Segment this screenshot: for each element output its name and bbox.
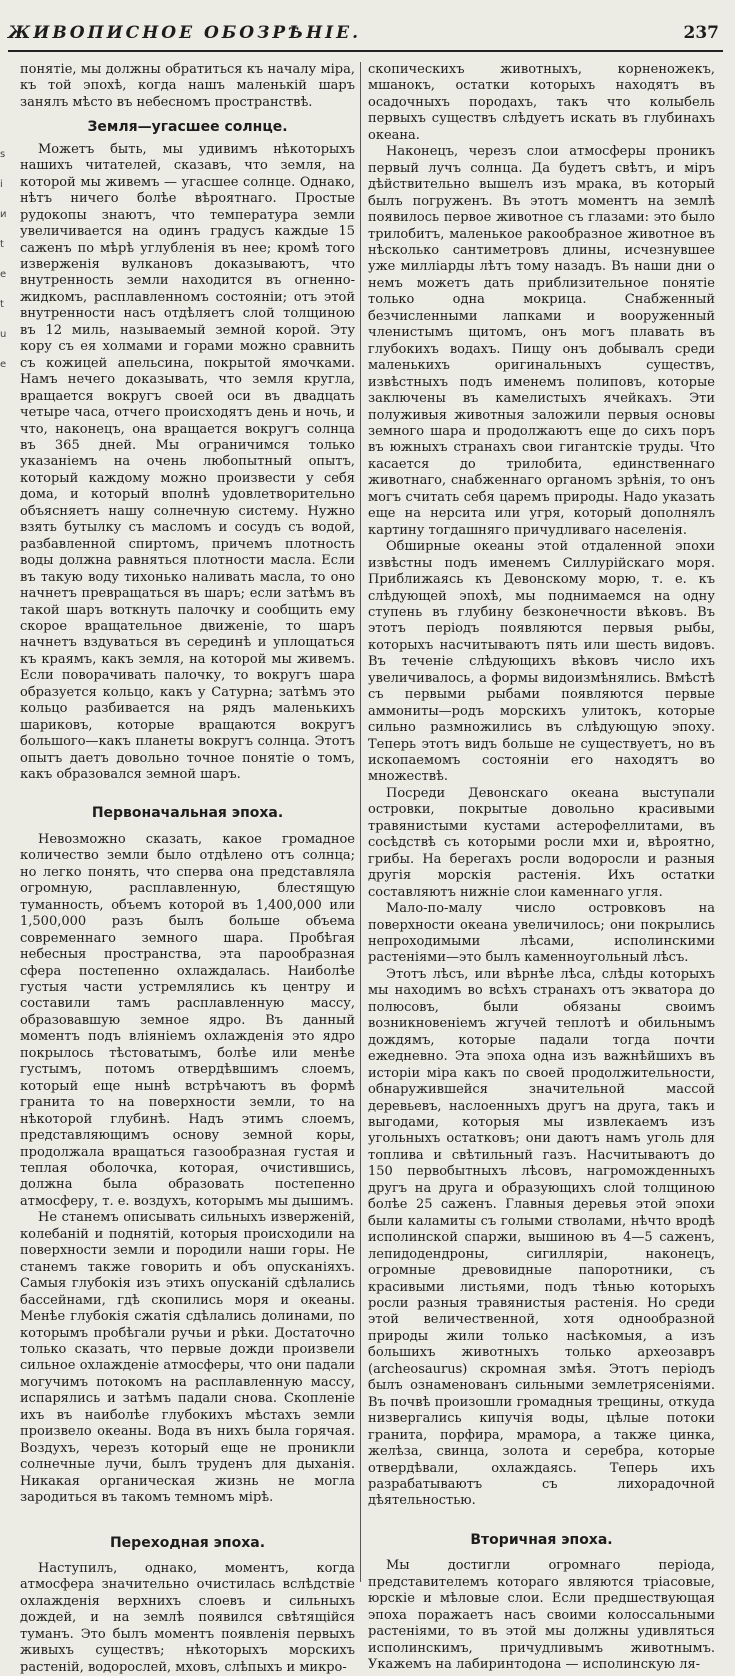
- paragraph: Невозможно сказать, какое громадное количество земли было отдѣлено отъ солнца; но легко понять, что сперва она представляла огромную, расплавленную, блестящую туманность, объемъ которой въ 1,400,000 или 1,500,000 разъ былъ больше объема современнаго земного шара. Пробѣгая небесныя пространства, эта парообразная сфера постепенно охлаждалась. Наиболѣе густыя части устремлялись къ центру и составили тамъ расплавленную массу, образовавшую земное ядро. Въ данный моментъ подъ вліяніемъ охлажденія это ядро покрылось тѣстоватымъ, болѣе или менѣе густымъ, потомъ отвердѣвшимъ слоемъ, который еще нынѣ встрѣчаютъ въ формѣ гранита то на поверхности земли, то на нѣкоторой глубинѣ. Надъ этимъ слоемъ, представляющимъ основу земной коры, продолжала вращаться газообразная густая и теплая оболочка, которая, очистившись, должна была образовать постепенно атмосферу, т. е. воздухъ, которымъ мы дышимъ.: [20, 831, 355, 1209]
- paragraph: Можетъ быть, мы удивимъ нѣкоторыхъ нашихъ читателей, сказавъ, что земля, на которой мы живемъ — угасшее солнце. Однако, нѣтъ ничего болѣе вѣроятнаго. Простые рудокопы знаютъ, что температура земли увеличивается на одинъ градусъ каждые 15 саженъ по мѣрѣ углубленія въ нее; кромѣ того изверженія вулкановъ доказываютъ, что внутренность земли находится въ огненно-жидкомъ, расплавленномъ состояніи; отъ этой внутренности насъ отдѣляетъ слой толщиною въ 12 миль, называемый земной корой. Эту кору съ ея холмами и горами можно сравнить съ кожицей апельсина, покрытой ямочками. Намъ нечего доказывать, что земля кругла, вращается вокругъ своей оси въ двадцать четыре часа, отчего происходятъ день и ночь, и что, наконецъ, она вращается вокругъ солнца въ 365 дней. Мы ограничимся только указаніемъ на очень любопытный опытъ, который каждому можно произвести у себя дома, и который вполнѣ удовлетворительно объясняетъ нашу солнечную систему. Нужно взять бутылку съ масломъ и сосудъ съ водой, разбавленной спиртомъ, причемъ плотность воды должна равняться плотности масла. Если въ такую воду тихонько наливать масла, то оно начнетъ превращаться въ шаръ; если затѣмъ въ такой шаръ воткнуть палочку и сообщить ему скорое вращательное движеніе, то шаръ начнетъ вздуваться въ серединѣ и уплощаться къ краямъ, какъ земля, на которой мы живемъ. Если поворачивать палочку, то вокругъ шара образуется кольцо, какъ у Сатурна; затѣмъ это кольцо разбивается на рядъ маленькихъ шариковъ, которые вращаются вокругъ большого—какъ планеты вокругъ солнца. Этотъ опытъ даетъ довольно точное понятіе о томъ, какъ образовался земной шаръ.: [20, 141, 355, 783]
- paragraph: Мало-по-малу число островковъ на поверхности океана увеличилось; они покрылись непроходимыми лѣсами, исполинскими растеніями—это былъ каменноугольный лѣсъ.: [368, 901, 715, 966]
- paragraph: Наконецъ, черезъ слои атмосферы проникъ первый лучъ солнца. Да будетъ свѣтъ, и міръ дѣйствительно вышелъ изъ мрака, въ который былъ погруженъ. Въ этотъ моментъ на землѣ появилось первое животное съ глазами: это было трилобитъ, маленькое ракообразное животное въ нѣсколько сантиметровъ длины, исчезнувшее уже милліарды лѣтъ тому назадъ. Въ наши дни о немъ можетъ дать приблизительное понятіе только одна мокрица. Снабженный безчисленными лапками и вооруженный членистымъ щитомъ, онъ могъ плавать въ глубокихъ водахъ. Пищу онъ добывалъ среди маленькихъ оригинальныхъ существъ, извѣстныхъ подъ именемъ полиповъ, которые заключены въ камелистыхъ ячейкахъ. Эти полуживыя животныя заложили первыя основы земного шара и продолжаютъ еще до сихъ поръ въ южныхъ странахъ свои гигантскіе труды. Что касается до трилобита, единственнаго животнаго, снабженнаго органомъ зрѣнія, то онъ могъ считать себя царемъ природы. Надо указать еще на нерсита или угря, который дополнялъ картину тогдашняго причудливаго населенія.: [368, 144, 715, 538]
- right-column: [368, 62, 715, 1673]
- left-column: [20, 62, 355, 1675]
- margin-note: і: [0, 179, 3, 190]
- margin-note: u: [0, 329, 7, 340]
- margin-note: t: [0, 299, 4, 310]
- margin-note: t: [0, 239, 4, 250]
- paragraph: Обширные океаны этой отдаленной эпохи извѣстны подъ именемъ Силлурійскаго моря. Приближаясь къ Девонскому морю, т. е. къ слѣдующей эпохѣ, мы поднимаемся на одну ступень въ глубину безконечности вѣковъ. Въ этотъ періодъ появляются первыя рыбы, которыхъ насчитываютъ пять или шесть видовъ. Въ теченіе слѣдующихъ вѣковъ число ихъ увеличивалось, а формы видоизмѣнялись. Вмѣстѣ съ первыми рыбами появляются первые аммониты—родъ морскихъ улитокъ, которые сильно размножились въ слѣдующую эпоху. Теперь этотъ видъ больше не существуетъ, но въ ископаемомъ состояніи его находятъ во множествѣ.: [368, 539, 715, 785]
- page-number: 237: [683, 23, 719, 43]
- journal-title: ЖИВОПИСНОЕ ОБОЗРѢНІЕ.: [8, 23, 361, 43]
- margin-note: e: [0, 359, 7, 370]
- paragraph: Не станемъ описывать сильныхъ изверженій, колебаній и поднятій, которыя происходили на поверхности земли и породили наши горы. Не станемъ также говорить и объ опусканіяхъ. Самыя глубокія изъ этихъ опусканій сдѣлались бассейнами, гдѣ скопились моря и океаны. Менѣе глубокія сжатія сдѣлались долинами, по которымъ пробѣгали ручьи и рѣки. Достаточно только сказать, что первые дожди произвели сильное охлажденіе атмосферы, что они падали могучимъ потокомъ на расплавленную массу, испарялись и затѣмъ падали снова. Скопленіе ихъ въ наиболѣе глубокихъ мѣстахъ земли произвело океаны. Вода въ нихъ была горячая. Воздухъ, черезъ который еще не проникли солнечные лучи, былъ труденъ для дыханія. Никакая органическая жизнь не могла зародиться въ такомъ темномъ мірѣ.: [20, 1210, 355, 1506]
- section-heading-earth: Земля—угасшее солнце.: [87, 119, 288, 136]
- section-heading-secondary-epoch: Вторичная эпоха.: [470, 1531, 613, 1548]
- intro-paragraph: понятіе, мы должны обратиться къ началу міра, къ той эпохѣ, когда нашъ маленькій шаръ занялъ мѣсто въ небесномъ пространствѣ.: [20, 62, 355, 110]
- margin-note: е: [0, 269, 7, 280]
- paragraph: Посреди Девонскаго океана выступали островки, покрытые довольно красивыми травянистыми кустами астерофеллитами, въ сосѣдствѣ съ которыми росли мхи и, вѣроятно, грибы. На берегахъ росли водоросли и разныя другія морскія растенія. Ихъ остатки составляютъ нижніе слои каменнаго угля.: [368, 785, 715, 900]
- column-divider: [360, 62, 361, 1582]
- margin-notes: [0, 140, 12, 380]
- paragraph: Мы достигли огромнаго періода, представителемъ котораго являются тріасовые, юрскіе и мѣловые слои. Если предшествующая эпоха поражаетъ насъ своими колоссальными растеніями, то въ этой мы должны удивляться исполинскимъ, причудливымъ животнымъ. Укажемъ на лабиринтодона — исполинскую ля-: [368, 1558, 715, 1673]
- page-header: [8, 20, 723, 52]
- margin-note: и: [0, 209, 7, 220]
- section-heading-primordial-epoch: Первоначальная эпоха.: [91, 805, 284, 822]
- section-heading-transitional-epoch: Переходная эпоха.: [109, 1534, 266, 1551]
- paragraph: Наступилъ, однако, моментъ, когда атмосфера значительно очистилась вслѣдствіе охлажденія верхнихъ слоевъ и сильныхъ дождей, и на землѣ появился свѣтящійся туманъ. Это былъ моментъ появленія первыхъ живыхъ существъ; нѣкоторыхъ морскихъ растеній, водорослей, мховъ, слѣпыхъ и микро-: [20, 1560, 355, 1675]
- margin-note: s: [0, 149, 6, 160]
- paragraph: Этотъ лѣсъ, или вѣрнѣе лѣса, слѣды которыхъ мы находимъ во всѣхъ странахъ отъ экватора до полюсовъ, были обязаны своимъ возникновеніемъ жгучей теплотѣ и обильнымъ дождямъ, которые падали тогда почти ежедневно. Эта эпоха одна изъ важнѣйшихъ въ исторіи міра какъ по своей продолжительности, обнаружившейся значительной массой деревьевъ, наслоенныхъ другъ на друга, такъ и выгодами, которыя мы извлекаемъ изъ угольныхъ остатковъ; они даютъ намъ уголь для топлива и свѣтильный газъ. Насчитываютъ до 150 первобытныхъ лѣсовъ, нагроможденныхъ другъ на друга и образующихъ слой толщиною болѣе 25 саженъ. Главныя деревья этой эпохи были каламиты съ голыми стволами, нѣчто вродѣ исполинской спаржи, вышиною въ 4—5 саженъ, лепидодендроны, сигилляріи, наконецъ, огромные древовидные папоротники, съ красивыми листьями, подъ тѣнью которыхъ росли разныя травянистыя растенія. Но среди этой величественной, хотя однообразной природы жили только насѣкомыя, а изъ большихъ животныхъ только археозавръ (archeosaurus) скромная змѣя. Этотъ періодъ былъ ознаменованъ сильными землетрясеніями. Въ почвѣ произошли громадныя трещины, откуда низвергались кипучія воды, цѣлые потоки гранита, порфира, мрамора, а также цинка, желѣза, свинца, золота и серебра, которые отвердѣвали, охлаждаясь. Теперь ихъ разрабатываютъ съ лихорадочной дѣятельностью.: [368, 966, 715, 1509]
- paragraph: скопическихъ животныхъ, корненожекъ, мшанокъ, остатки которыхъ находятъ въ осадочныхъ породахъ, такъ что колыбель первыхъ существъ слѣдуетъ искать въ глубинахъ океана.: [368, 62, 715, 143]
